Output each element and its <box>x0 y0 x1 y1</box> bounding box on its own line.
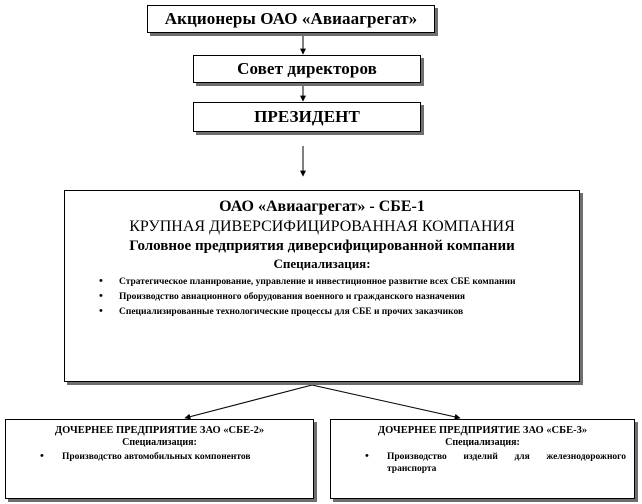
list-item <box>73 276 571 288</box>
subsidiary-sbe2-box <box>5 419 314 499</box>
subsidiary-title: ДОЧЕРНЕЕ ПРЕДПРИЯТИЕ ЗАО «СБЕ-2» <box>54 425 265 436</box>
main-unit-spec-list <box>73 276 571 318</box>
bullet-icon: • <box>99 290 103 302</box>
shareholders-label: Акционеры ОАО «Авиаагрегат» <box>164 9 418 28</box>
spec-item-text: Производство автомобильных компонентов <box>62 452 251 462</box>
list-item <box>14 451 305 463</box>
list-item <box>73 306 571 318</box>
main-unit-role: Головное предприятия диверсифицированной компании <box>129 238 515 254</box>
arrow-main-to-sub1 <box>185 385 312 418</box>
list-item <box>339 451 626 475</box>
subsidiary-spec-heading: Специализация: <box>122 437 197 448</box>
president-box <box>193 102 421 132</box>
shareholders-box <box>147 5 435 33</box>
list-item <box>73 291 571 303</box>
bullet-icon: • <box>99 275 103 287</box>
subsidiary-spec-list <box>14 451 305 463</box>
subsidiary-title: ДОЧЕРНЕЕ ПРЕДПРИЯТИЕ ЗАО «СБЕ-3» <box>377 425 588 436</box>
main-unit-box <box>64 190 580 382</box>
board-label: Совет директоров <box>237 59 377 78</box>
main-unit-spec-heading: Специализация: <box>273 256 371 271</box>
main-unit-subtitle: КРУПНАЯ ДИВЕРСИФИЦИРОВАННАЯ КОМПАНИЯ <box>129 218 515 235</box>
subsidiary-sbe3-box <box>330 419 635 499</box>
bullet-icon: • <box>40 450 44 462</box>
bullet-icon: • <box>365 450 369 462</box>
subsidiary-spec-heading: Специализация: <box>445 437 520 448</box>
spec-item-text: Производство авиационного оборудования военного и гражданского назначения <box>119 292 466 302</box>
subsidiary-spec-list <box>339 451 626 475</box>
arrow-main-to-sub2 <box>312 385 460 418</box>
spec-item-text: Специализированные технологические процессы для СБЕ и прочих заказчиков <box>119 307 464 317</box>
spec-item-text: Производство изделий для железнодорожного транспорта <box>387 452 626 474</box>
board-box <box>193 55 421 83</box>
main-unit-title: ОАО «Авиаагрегат» - СБЕ-1 <box>219 198 425 215</box>
bullet-icon: • <box>99 305 103 317</box>
spec-item-text: Стратегическое планирование, управление и инвестиционное развитие всех СБЕ компании <box>119 277 516 287</box>
president-label: ПРЕЗИДЕНТ <box>254 107 360 126</box>
